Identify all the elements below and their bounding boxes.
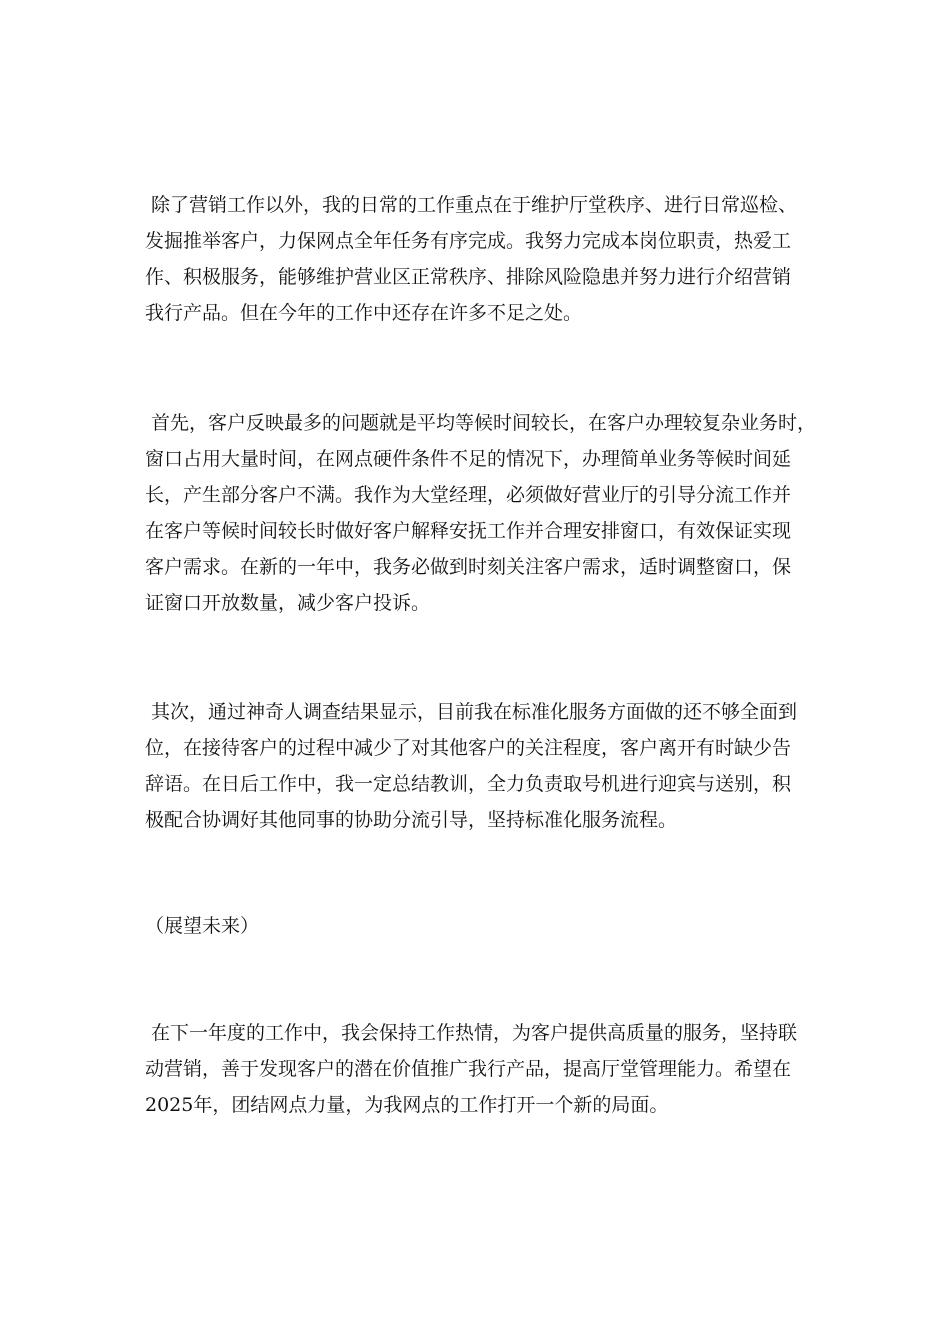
- paragraph-line: 首先，客户反映最多的问题就是平均等候时间较长，在客户办理较复杂业务时，: [151, 412, 817, 434]
- paragraph-line: 极配合协调好其他同事的协助分流引导，坚持标准化服务流程。: [145, 809, 678, 831]
- paragraph-3: [145, 694, 810, 838]
- paragraph-5: [145, 1015, 810, 1123]
- paragraph-line: 位，在接待客户的过程中减少了对其他客户的关注程度，客户离开有时缺少告: [145, 737, 792, 759]
- paragraph-line: 客户需求。在新的一年中，我务必做到时刻关注客户需求，适时调整窗口，保: [145, 556, 792, 578]
- paragraph-2: [145, 405, 817, 621]
- paragraph-line: 其次，通过神奇人调查结果显示，目前我在标准化服务方面做的还不够全面到: [151, 701, 798, 723]
- paragraph-line: 在下一年度的工作中，我会保持工作热情，为客户提供高质量的服务，坚持联: [151, 1022, 798, 1044]
- paragraph-line: 长，产生部分客户不满。我作为大堂经理，必须做好营业厅的引导分流工作并: [145, 484, 792, 506]
- paragraph-line: 辞语。在日后工作中，我一定总结教训，全力负责取号机进行迎宾与送别，积: [145, 773, 792, 795]
- paragraph-1: [145, 187, 810, 331]
- section-heading: [145, 908, 810, 944]
- paragraph-line: 作、积极服务，能够维护营业区正常秩序、排除风险隐患并努力进行介绍营销: [145, 266, 792, 288]
- section-heading-text: （展望未来）: [145, 915, 260, 937]
- paragraph-line: 在客户等候时间较长时做好客户解释安抚工作并合理安排窗口，有效保证实现: [145, 520, 792, 542]
- paragraph-line: 我行产品。但在今年的工作中还存在许多不足之处。: [145, 302, 583, 324]
- paragraph-line: 除了营销工作以外，我的日常的工作重点在于维护厅堂秩序、进行日常巡检、: [151, 194, 798, 216]
- paragraph-line: 发掘推举客户，力保网点全年任务有序完成。我努力完成本岗位职责，热爱工: [145, 230, 792, 252]
- paragraph-line: 动营销，善于发现客户的潜在价值推广我行产品，提高厅堂管理能力。希望在: [145, 1058, 792, 1080]
- paragraph-line: 证窗口开放数量，减少客户投诉。: [145, 592, 431, 614]
- paragraph-line: 窗口占用大量时间，在网点硬件条件不足的情况下，办理简单业务等候时间延: [145, 448, 792, 470]
- paragraph-line: 2025年，团结网点力量，为我网点的工作打开一个新的局面。: [145, 1094, 669, 1116]
